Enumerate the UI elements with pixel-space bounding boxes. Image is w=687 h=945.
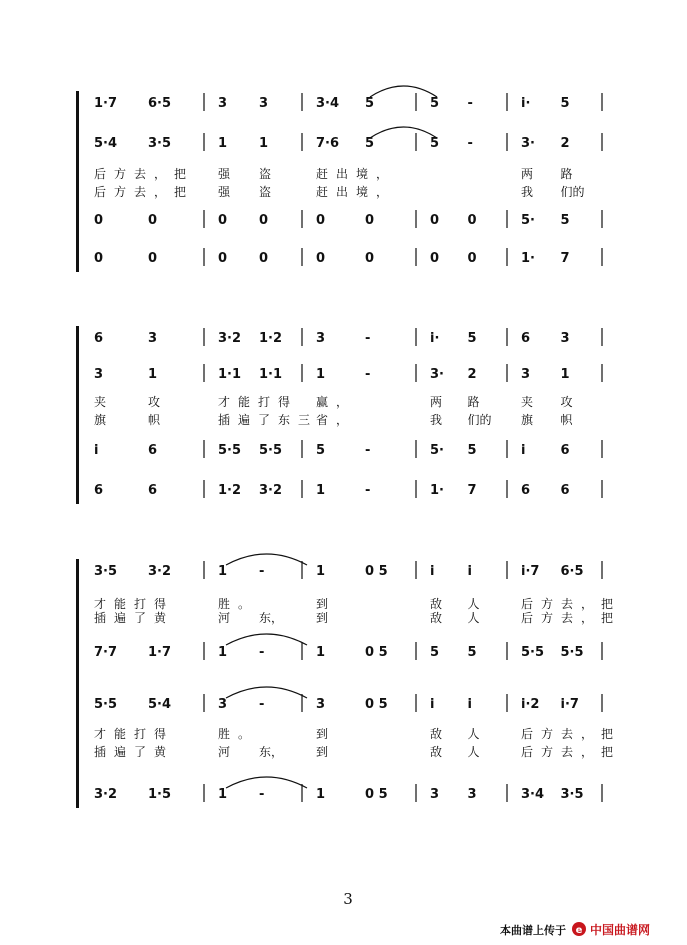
lyric-text: 赶出境， xyxy=(316,167,397,181)
lyric-text: 后方去，把 xyxy=(94,185,195,199)
note-group: 7 xyxy=(560,251,570,266)
note-group: i xyxy=(467,697,472,712)
note-group: 0 5 xyxy=(365,787,388,802)
note-group: 1 xyxy=(218,564,228,579)
note-line xyxy=(94,364,602,382)
note-group: 1· xyxy=(430,483,444,498)
lyric-text: 到 xyxy=(316,597,337,611)
note-group: 0 xyxy=(218,251,228,266)
note-group: 5·4 xyxy=(94,136,118,151)
lyric-text: 两 xyxy=(521,167,534,181)
note-line xyxy=(94,210,602,228)
note-group: 6 xyxy=(560,443,570,458)
note-group: i·7 xyxy=(560,697,579,712)
note-group: 0 xyxy=(94,251,104,266)
lyric-text: 后方去，把 xyxy=(521,597,622,611)
lyric-text: 我 xyxy=(521,185,534,199)
note-group: 5· xyxy=(521,213,535,228)
lyric-text: 盗 xyxy=(259,167,272,181)
note-group: - xyxy=(259,564,265,579)
note-group: 5 xyxy=(467,645,477,660)
note-group: i xyxy=(430,564,435,579)
page-number: 3 xyxy=(343,890,353,908)
note-group: 3 xyxy=(94,367,104,382)
lyric-text: 两 xyxy=(430,395,443,409)
note-group: 5 xyxy=(430,645,440,660)
lyric-text: 胜。 xyxy=(218,727,259,741)
lyric-line xyxy=(94,166,573,181)
lyric-text: 盗 xyxy=(259,185,272,199)
note-group: i·7 xyxy=(521,564,540,579)
note-group: 1 xyxy=(218,136,228,151)
note-group: 5·5 xyxy=(521,645,545,660)
note-group: 0 xyxy=(316,213,326,228)
note-line xyxy=(94,133,602,151)
note-group: 3· xyxy=(521,136,535,151)
note-group: 1 xyxy=(148,367,158,382)
lyric-text: 人 xyxy=(467,745,480,759)
note-group: 3·5 xyxy=(560,787,584,802)
lyric-text: 到 xyxy=(316,727,337,741)
lyric-text: 后方去，把 xyxy=(521,611,622,625)
lyric-text: 帜 xyxy=(560,413,573,427)
note-group: 3·2 xyxy=(94,787,118,802)
lyric-text: 夹 xyxy=(521,395,534,409)
lyric-text: 胜。 xyxy=(218,597,259,611)
note-group: 0 xyxy=(365,251,375,266)
note-group: 5·5 xyxy=(560,645,584,660)
lyric-text: 到 xyxy=(316,611,337,625)
lyric-line xyxy=(94,726,621,741)
note-group: 1·1 xyxy=(218,367,242,382)
note-group: - xyxy=(259,645,265,660)
note-group: i· xyxy=(430,331,440,346)
lyric-line xyxy=(94,744,621,759)
note-group: 0 xyxy=(365,213,375,228)
note-group: 0 5 xyxy=(365,564,388,579)
note-group: 1·1 xyxy=(259,367,283,382)
note-group: - xyxy=(467,96,473,111)
note-group: 0 5 xyxy=(365,697,388,712)
note-group: 5 xyxy=(430,96,440,111)
note-group: 3 xyxy=(218,697,228,712)
note-group: 1· xyxy=(521,251,535,266)
lyric-line xyxy=(94,596,621,611)
note-group: - xyxy=(365,367,371,382)
note-group: 5·5 xyxy=(218,443,242,458)
note-group: - xyxy=(365,331,371,346)
logo-mark-icon: e xyxy=(575,925,583,936)
note-group: i xyxy=(467,564,472,579)
note-group: 6 xyxy=(560,483,570,498)
note-group: 7·6 xyxy=(316,136,340,151)
upload-credit: 本曲谱上传于 xyxy=(500,924,566,937)
note-group: 5 xyxy=(316,443,326,458)
note-group: 3 xyxy=(560,331,570,346)
note-line xyxy=(94,561,602,579)
lyric-text: 插遍了黄 xyxy=(94,611,175,625)
lyric-text: 们的 xyxy=(560,185,585,199)
note-group: 3· xyxy=(430,367,444,382)
tie-arc xyxy=(370,86,437,97)
lyric-text: 夹 xyxy=(94,395,107,409)
note-line xyxy=(94,480,602,498)
note-group: - xyxy=(467,136,473,151)
note-group: 1·2 xyxy=(218,483,242,498)
note-group: 0 xyxy=(148,251,158,266)
note-group: 0 xyxy=(316,251,326,266)
note-group: 5 xyxy=(430,136,440,151)
note-group: 3 xyxy=(259,96,269,111)
note-group: 7 xyxy=(467,483,477,498)
lyric-line xyxy=(94,610,621,625)
numbered-score xyxy=(76,86,621,808)
note-group: 3·5 xyxy=(94,564,118,579)
lyric-line xyxy=(94,394,573,409)
note-group: i xyxy=(521,443,526,458)
note-group: - xyxy=(365,483,371,498)
lyric-text: 才能打得 xyxy=(218,395,299,409)
note-group: 3·2 xyxy=(148,564,172,579)
lyric-text: 敌 xyxy=(430,611,443,625)
note-line xyxy=(94,642,602,660)
lyric-text: 河 xyxy=(218,745,231,759)
lyric-text: 敌 xyxy=(430,727,443,741)
system-brace xyxy=(76,91,79,272)
lyric-line xyxy=(94,412,574,427)
footer xyxy=(500,922,650,937)
note-line xyxy=(94,93,602,111)
lyric-text: 路 xyxy=(467,395,480,409)
lyric-text: 才能打得 xyxy=(94,727,175,741)
note-group: i·2 xyxy=(521,697,540,712)
lyric-text: 东， xyxy=(259,745,284,759)
lyric-text: 东， xyxy=(259,611,284,625)
note-group: 3 xyxy=(148,331,158,346)
note-line xyxy=(94,694,602,712)
note-group: i· xyxy=(521,96,531,111)
lyric-text: 插遍了黄 xyxy=(94,745,175,759)
note-group: 0 xyxy=(259,251,269,266)
lyric-text: 强 xyxy=(218,167,231,181)
note-group: 6 xyxy=(94,483,104,498)
score-system xyxy=(76,91,602,272)
note-group: 5·4 xyxy=(148,697,172,712)
note-group: 1 xyxy=(259,136,269,151)
lyric-text: 赢， xyxy=(316,395,357,409)
note-group: 1 xyxy=(316,645,326,660)
note-group: 5 xyxy=(467,331,477,346)
note-group: 0 xyxy=(467,251,477,266)
note-group: 5 xyxy=(365,136,375,151)
lyric-text: 到 xyxy=(316,745,337,759)
note-group: 6 xyxy=(521,331,531,346)
note-group: 0 xyxy=(430,251,440,266)
note-group: 1 xyxy=(316,564,326,579)
note-group: 3·2 xyxy=(218,331,242,346)
site-logo xyxy=(572,922,650,937)
lyric-text: 人 xyxy=(467,611,480,625)
system-brace xyxy=(76,559,79,808)
note-group: - xyxy=(365,443,371,458)
note-group: 5 xyxy=(560,96,570,111)
note-group: 3 xyxy=(430,787,440,802)
note-group: 3 xyxy=(521,367,531,382)
lyric-text: 后方去，把 xyxy=(521,745,622,759)
note-line xyxy=(94,440,602,458)
note-line xyxy=(94,248,602,266)
note-group: 3·5 xyxy=(148,136,172,151)
note-group: 1·5 xyxy=(148,787,172,802)
note-line xyxy=(94,784,602,802)
note-group: 3 xyxy=(467,787,477,802)
lyric-text: 人 xyxy=(467,727,480,741)
lyric-text: 路 xyxy=(560,167,573,181)
note-group: 0 xyxy=(148,213,158,228)
lyric-text: 强 xyxy=(218,185,231,199)
tie-arc xyxy=(370,127,437,138)
note-group: i xyxy=(430,697,435,712)
note-group: 1·2 xyxy=(259,331,283,346)
lyric-text: 敌 xyxy=(430,597,443,611)
lyric-line xyxy=(94,184,585,199)
note-group: 7·7 xyxy=(94,645,118,660)
lyric-text: 我 xyxy=(430,413,443,427)
note-group: - xyxy=(259,787,265,802)
lyric-text: 后方去，把 xyxy=(94,167,195,181)
note-group: 2 xyxy=(560,136,570,151)
note-group: - xyxy=(259,697,265,712)
lyric-text: 后方去，把 xyxy=(521,727,622,741)
lyric-text: 赶出境， xyxy=(316,185,397,199)
note-group: 6·5 xyxy=(148,96,172,111)
note-group: 3 xyxy=(316,331,326,346)
note-group: 0 xyxy=(218,213,228,228)
tie-arc xyxy=(226,687,307,698)
note-group: 5·5 xyxy=(94,697,118,712)
lyric-text: 插遍了东三 xyxy=(218,413,319,427)
tie-arc xyxy=(226,634,307,645)
note-group: 5·5 xyxy=(259,443,283,458)
lyric-text: 敌 xyxy=(430,745,443,759)
lyric-text: 省， xyxy=(316,413,357,427)
score-system xyxy=(76,559,621,808)
note-group: 6 xyxy=(94,331,104,346)
note-group: 5 xyxy=(560,213,570,228)
lyric-text: 旗 xyxy=(521,413,534,427)
note-group: 3·4 xyxy=(521,787,545,802)
note-group: 5· xyxy=(430,443,444,458)
note-group: 0 xyxy=(94,213,104,228)
lyric-text: 河 xyxy=(218,611,231,625)
note-group: 1 xyxy=(218,645,228,660)
lyric-text: 人 xyxy=(467,597,480,611)
lyric-text: 旗 xyxy=(94,413,107,427)
note-group: 3·2 xyxy=(259,483,283,498)
note-group: 5 xyxy=(467,443,477,458)
note-group: 1 xyxy=(316,483,326,498)
score-system xyxy=(76,326,602,504)
note-group: i xyxy=(94,443,99,458)
note-group: 6·5 xyxy=(560,564,584,579)
lyric-text: 才能打得 xyxy=(94,597,175,611)
site-logo-text: 中国曲谱网 xyxy=(590,923,651,937)
note-group: 0 5 xyxy=(365,645,388,660)
note-group: 6 xyxy=(148,443,158,458)
note-group: 1 xyxy=(560,367,570,382)
note-group: 6 xyxy=(148,483,158,498)
note-group: 2 xyxy=(467,367,477,382)
note-group: 0 xyxy=(467,213,477,228)
note-group: 1·7 xyxy=(148,645,172,660)
note-group: 1 xyxy=(218,787,228,802)
lyric-text: 帜 xyxy=(148,413,161,427)
lyric-text: 攻 xyxy=(560,395,573,409)
tie-arc xyxy=(226,777,307,788)
note-group: 1 xyxy=(316,787,326,802)
note-group: 3·4 xyxy=(316,96,340,111)
note-group: 1·7 xyxy=(94,96,118,111)
note-group: 5 xyxy=(365,96,375,111)
note-group: 0 xyxy=(430,213,440,228)
note-group: 6 xyxy=(521,483,531,498)
note-group: 3 xyxy=(316,697,326,712)
lyric-text: 们的 xyxy=(467,413,492,427)
tie-arc xyxy=(226,554,307,565)
note-group: 3 xyxy=(218,96,228,111)
system-brace xyxy=(76,326,79,504)
note-group: 1 xyxy=(316,367,326,382)
lyric-text: 攻 xyxy=(148,395,161,409)
note-group: 0 xyxy=(259,213,269,228)
note-line xyxy=(94,328,602,346)
